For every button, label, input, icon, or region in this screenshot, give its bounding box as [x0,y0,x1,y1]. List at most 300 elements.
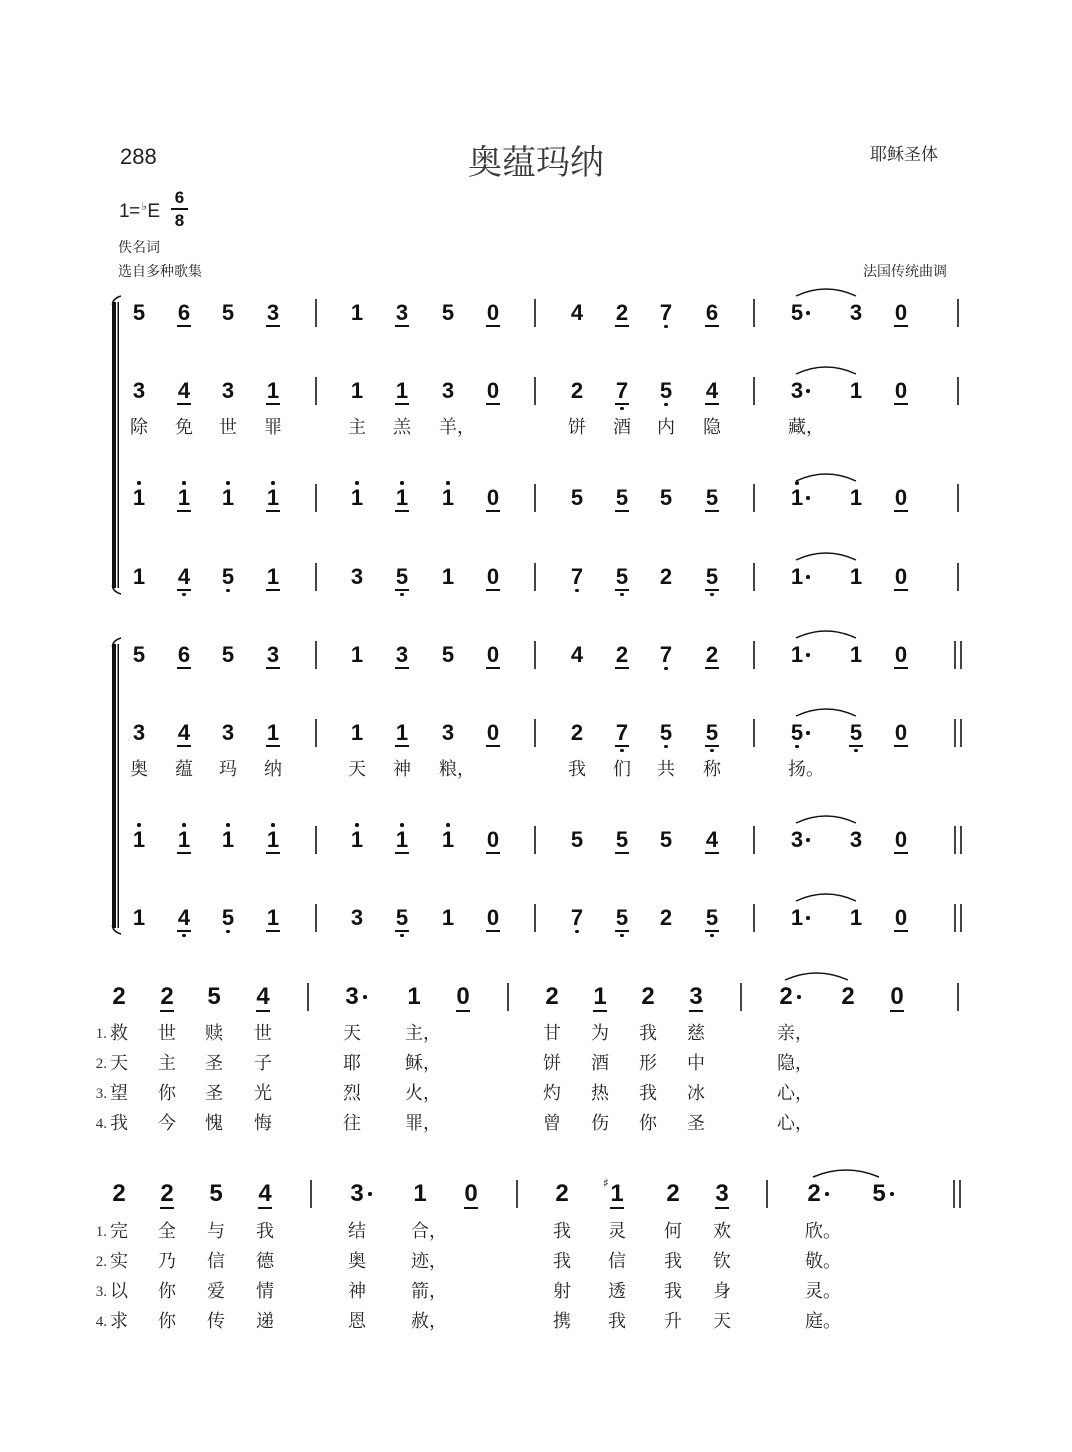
note-digit: 1 [266,378,280,403]
eighth-underline [486,510,500,512]
lyric-syllable: 伤 [591,1113,609,1134]
tie-slur [796,891,856,903]
note [347,1182,367,1206]
lyric-syllable: 与 [207,1221,225,1242]
note [347,566,367,588]
barline [957,484,959,512]
low-octave-dot [710,934,714,938]
note [656,829,676,851]
tie-slur [796,706,856,718]
note [129,907,149,929]
note-digit: 2 [112,983,126,1010]
eighth-underline [486,852,500,854]
note-digit: 2 [570,378,584,403]
key-name: E [147,201,160,222]
eighth-underline [615,403,629,405]
eighth-underline [894,745,908,747]
note-digit: 3 [689,983,703,1010]
lyric-syllable: 携 [553,1311,571,1332]
note-digit: 0 [486,720,500,745]
note [218,487,238,509]
lyric-syllable: 甘 [543,1023,561,1044]
note-digit: 0 [464,1180,478,1207]
note-digit: 5 [395,564,409,589]
note-digit: 3 [221,720,235,745]
eighth-underline [266,930,280,932]
verse-number: 3. [95,1284,107,1300]
eighth-underline [615,745,629,747]
note-digit: 5 [221,564,235,589]
eighth-underline [177,325,191,327]
low-octave-dot [182,934,186,938]
eighth-underline [705,852,719,854]
note [174,907,194,929]
eighth-underline [890,1010,904,1012]
note-digit: 3 [132,378,146,403]
low-octave-dot [400,934,404,938]
eighth-underline [894,403,908,405]
note-digit: 2 [615,300,629,325]
lyric-syllable: 曾 [543,1113,561,1134]
eighth-underline [486,745,500,747]
rest [891,722,911,744]
verse-number: 1. [95,1026,107,1042]
note-digit: 0 [894,642,908,667]
eighth-underline [486,403,500,405]
note-digit: 4 [256,983,270,1010]
eighth-underline [705,510,719,512]
lyric-syllable: 全 [158,1221,176,1242]
note-digit: 3 [395,300,409,325]
note-digit: 5 [705,485,719,510]
low-octave-dot [664,403,668,407]
note-digit: 5 [209,1180,223,1207]
note-digit: 2 [112,1180,126,1207]
note [438,302,458,324]
note [218,907,238,929]
barline [534,563,536,591]
barline [534,299,536,327]
lyric-syllable: 羊， [439,417,475,438]
note [567,907,587,929]
note [218,566,238,588]
note [392,644,412,666]
eighth-underline [395,403,409,405]
lyric-syllable: 子 [254,1053,272,1074]
note-digit: 0 [486,827,500,852]
note [612,380,632,402]
lyric-syllable: 内 [657,417,675,438]
system-bracket-1 [108,296,128,594]
lyric-syllable: 为 [591,1023,609,1044]
note [846,722,866,744]
augmentation-dot [890,1192,894,1196]
time-signature-numerator: 6 [174,188,185,207]
note-digit: 1 [849,905,863,930]
eighth-underline [486,930,500,932]
note [253,985,273,1009]
note [438,829,458,851]
note [174,644,194,666]
note-digit: 6 [705,300,719,325]
eighth-underline [849,745,863,747]
eighth-underline [266,589,280,591]
lyric-syllable: 烈 [343,1083,361,1104]
note-digit: 4 [177,378,191,403]
note [263,380,283,402]
augmentation-dot [797,995,801,999]
eighth-underline [615,667,629,669]
high-octave-dot [271,481,275,485]
lyric-syllable: 世 [219,417,237,438]
lyric-syllable: 火， [405,1083,441,1104]
note-digit: 3 [266,642,280,667]
note [438,566,458,588]
note [218,829,238,851]
note-digit: 5 [395,905,409,930]
eighth-underline [160,1010,174,1012]
note [567,644,587,666]
barline [315,826,317,854]
note-digit: 1 [266,827,280,852]
note-digit: 1 [849,642,863,667]
lyric-syllable: 身 [713,1281,731,1302]
note-digit: 1 [350,720,364,745]
lyric-syllable: 何 [664,1221,682,1242]
high-octave-dot [355,481,359,485]
category-label: 耶稣圣体 [870,145,938,165]
eighth-underline [610,1207,624,1209]
low-octave-dot [664,667,668,671]
note [347,302,367,324]
eighth-underline [177,589,191,591]
note [392,380,412,402]
lyric-syllable: 蕴 [175,759,193,780]
note-digit: 0 [894,827,908,852]
low-octave-dot [182,593,186,597]
eighth-underline [395,852,409,854]
eighth-underline [894,325,908,327]
rest [891,302,911,324]
note [846,829,866,851]
note-digit: 5 [790,300,804,325]
eighth-underline [894,667,908,669]
note-digit: 4 [177,720,191,745]
note [410,1182,430,1206]
note-digit: 5 [790,720,804,745]
double-barline [960,641,962,669]
lyric-syllable: 冰 [687,1083,705,1104]
note [109,985,129,1009]
barline [766,1180,768,1208]
note-digit: 1 [266,564,280,589]
lyric-syllable: 射 [553,1281,571,1302]
double-barline [960,719,962,747]
note-digit: 5 [441,300,455,325]
note-digit: 3 [790,827,804,852]
lyric-syllable: 光 [254,1083,272,1104]
low-octave-dot [620,407,624,411]
eighth-underline [715,1207,729,1209]
lyric-syllable: 玛 [219,759,237,780]
augmentation-dot [806,496,810,500]
barline [315,641,317,669]
eighth-underline [689,1010,703,1012]
note [552,1182,572,1206]
augmentation-dot [806,731,810,735]
lyric-syllable: 信 [608,1251,626,1272]
barline [957,299,959,327]
note [567,566,587,588]
eighth-underline [894,930,908,932]
note [656,907,676,929]
fraction-line [171,208,188,210]
lyric-syllable: 我 [256,1221,274,1242]
barline [315,719,317,747]
note-digit: 5 [132,642,146,667]
eighth-underline [160,1207,174,1209]
note [218,302,238,324]
note-digit: 1 [849,378,863,403]
note [263,907,283,929]
lyric-syllable: 主 [158,1053,176,1074]
high-octave-dot [137,481,141,485]
note-digit: 0 [894,720,908,745]
note-digit: 1 [132,827,146,852]
note-digit: 5 [705,720,719,745]
note [347,380,367,402]
verse-number: 1. [95,1224,107,1240]
note [603,1176,627,1207]
note-digit: 5 [659,720,673,745]
lyric-syllable: 羔 [393,417,411,438]
high-octave-dot [182,481,186,485]
lyric-syllable: 灼 [543,1083,561,1104]
note-digit: 2 [555,1180,569,1207]
barline [753,719,755,747]
low-octave-dot [620,749,624,753]
note [656,380,676,402]
note [206,1182,226,1206]
note-digit: 3 [266,300,280,325]
note [342,985,362,1009]
lyricist-credit: 佚名词 [118,240,160,256]
note-digit: 2 [841,983,855,1010]
note-digit: 5 [659,378,673,403]
note-digit: 4 [705,378,719,403]
lyric-syllable: 称 [703,759,721,780]
low-octave-dot [620,593,624,597]
lyric-syllable: 中 [687,1053,705,1074]
note-digit: 1 [790,564,804,589]
low-octave-dot [575,930,579,934]
lyric-syllable: 我 [664,1251,682,1272]
eighth-underline [266,745,280,747]
barline [753,299,755,327]
eighth-underline [395,745,409,747]
note-digit: 1 [132,564,146,589]
lyric-syllable: 往 [343,1113,361,1134]
rest [483,380,503,402]
note-digit: 1 [593,983,607,1010]
note-digit: 0 [894,564,908,589]
barline [534,826,536,854]
lyric-syllable: 愧 [205,1113,223,1134]
lyric-syllable: 救 [110,1023,128,1044]
note [702,302,722,324]
note [174,722,194,744]
lyric-syllable: 圣 [205,1083,223,1104]
note [174,380,194,402]
high-octave-dot [400,823,404,827]
note [392,722,412,744]
note-digit: 1 [790,642,804,667]
lyric-syllable: 们 [613,759,631,780]
rest [891,644,911,666]
note [702,487,722,509]
note-digit: 1 [350,642,364,667]
note-digit: 3 [221,378,235,403]
note-digit: 1 [350,378,364,403]
note [404,985,424,1009]
note-digit: 0 [486,905,500,930]
tie-slur [796,364,856,376]
barline [315,299,317,327]
note-digit: 1 [610,1180,624,1207]
rest [891,566,911,588]
note-digit: 0 [894,378,908,403]
lyric-syllable: 欢 [713,1221,731,1242]
note [392,487,412,509]
note [567,829,587,851]
note-digit: 5 [132,300,146,325]
eighth-underline [177,667,191,669]
barline [753,484,755,512]
eighth-underline [486,325,500,327]
note-digit: 1 [132,485,146,510]
rest [891,907,911,929]
verse-number: 4. [95,1314,107,1330]
note [567,487,587,509]
note [438,907,458,929]
note-digit: 2 [659,564,673,589]
eighth-underline [266,510,280,512]
note-digit: 5 [659,485,673,510]
lyric-syllable: 热 [591,1083,609,1104]
low-octave-dot [664,325,668,329]
lyric-syllable: 隐， [777,1053,813,1074]
eighth-underline [615,589,629,591]
note [174,829,194,851]
lyric-syllable: 合， [411,1221,447,1242]
eighth-underline [266,852,280,854]
note [567,722,587,744]
lyric-syllable: 透 [608,1281,626,1302]
note-digit: 1 [407,983,421,1010]
barline [753,826,755,854]
low-octave-dot [226,589,230,593]
note [263,644,283,666]
note [129,487,149,509]
eighth-underline [464,1207,478,1209]
note [129,722,149,744]
lyric-syllable: 我 [568,759,586,780]
lyric-syllable: 传 [207,1311,225,1332]
double-barline [954,719,956,747]
note [204,985,224,1009]
lyric-syllable: 欣。 [805,1221,841,1242]
barline [753,641,755,669]
lyric-syllable: 共 [657,759,675,780]
note-digit: 0 [894,485,908,510]
barline [957,563,959,591]
note-digit: 5 [207,983,221,1010]
note-digit: 1 [266,485,280,510]
note [656,566,676,588]
lyric-syllable: 粮， [439,759,475,780]
low-octave-dot [226,930,230,934]
high-octave-dot [446,481,450,485]
note-digit: 0 [486,485,500,510]
augmentation-dot [806,838,810,842]
note-digit: 2 [615,642,629,667]
note [656,302,676,324]
note-digit: 2 [160,983,174,1010]
note-digit: 3 [350,564,364,589]
eighth-underline [705,667,719,669]
high-octave-dot [355,823,359,827]
note [804,1182,824,1206]
note [787,644,807,666]
note-digit: 2 [779,983,793,1010]
lyric-syllable: 我 [664,1281,682,1302]
eighth-underline [256,1010,270,1012]
lyric-syllable: 藏， [788,417,824,438]
eighth-underline [593,1010,607,1012]
note [686,985,706,1009]
lyric-syllable: 情 [256,1281,274,1302]
note-digit: 2 [641,983,655,1010]
lyric-syllable: 递 [256,1311,274,1332]
lyric-syllable: 恩 [348,1311,366,1332]
note [567,380,587,402]
note-digit: 3 [350,905,364,930]
lyric-syllable: 纳 [264,759,282,780]
note [787,487,807,509]
note [438,644,458,666]
note [438,722,458,744]
eighth-underline [486,589,500,591]
eighth-underline [615,930,629,932]
rest [483,302,503,324]
lyric-syllable: 罪 [264,417,282,438]
lyric-syllable: 箭， [411,1281,447,1302]
lyric-syllable: 德 [256,1251,274,1272]
note [347,644,367,666]
lyric-syllable: 悔 [254,1113,272,1134]
verse-number: 3. [95,1086,107,1102]
rest [461,1182,481,1206]
note-digit: 1 [849,485,863,510]
high-octave-dot [226,481,230,485]
augmentation-dot [806,653,810,657]
note [787,907,807,929]
note-digit: 2 [666,1180,680,1207]
eighth-underline [395,667,409,669]
note [612,907,632,929]
double-barline [954,641,956,669]
note-digit: 5 [615,485,629,510]
